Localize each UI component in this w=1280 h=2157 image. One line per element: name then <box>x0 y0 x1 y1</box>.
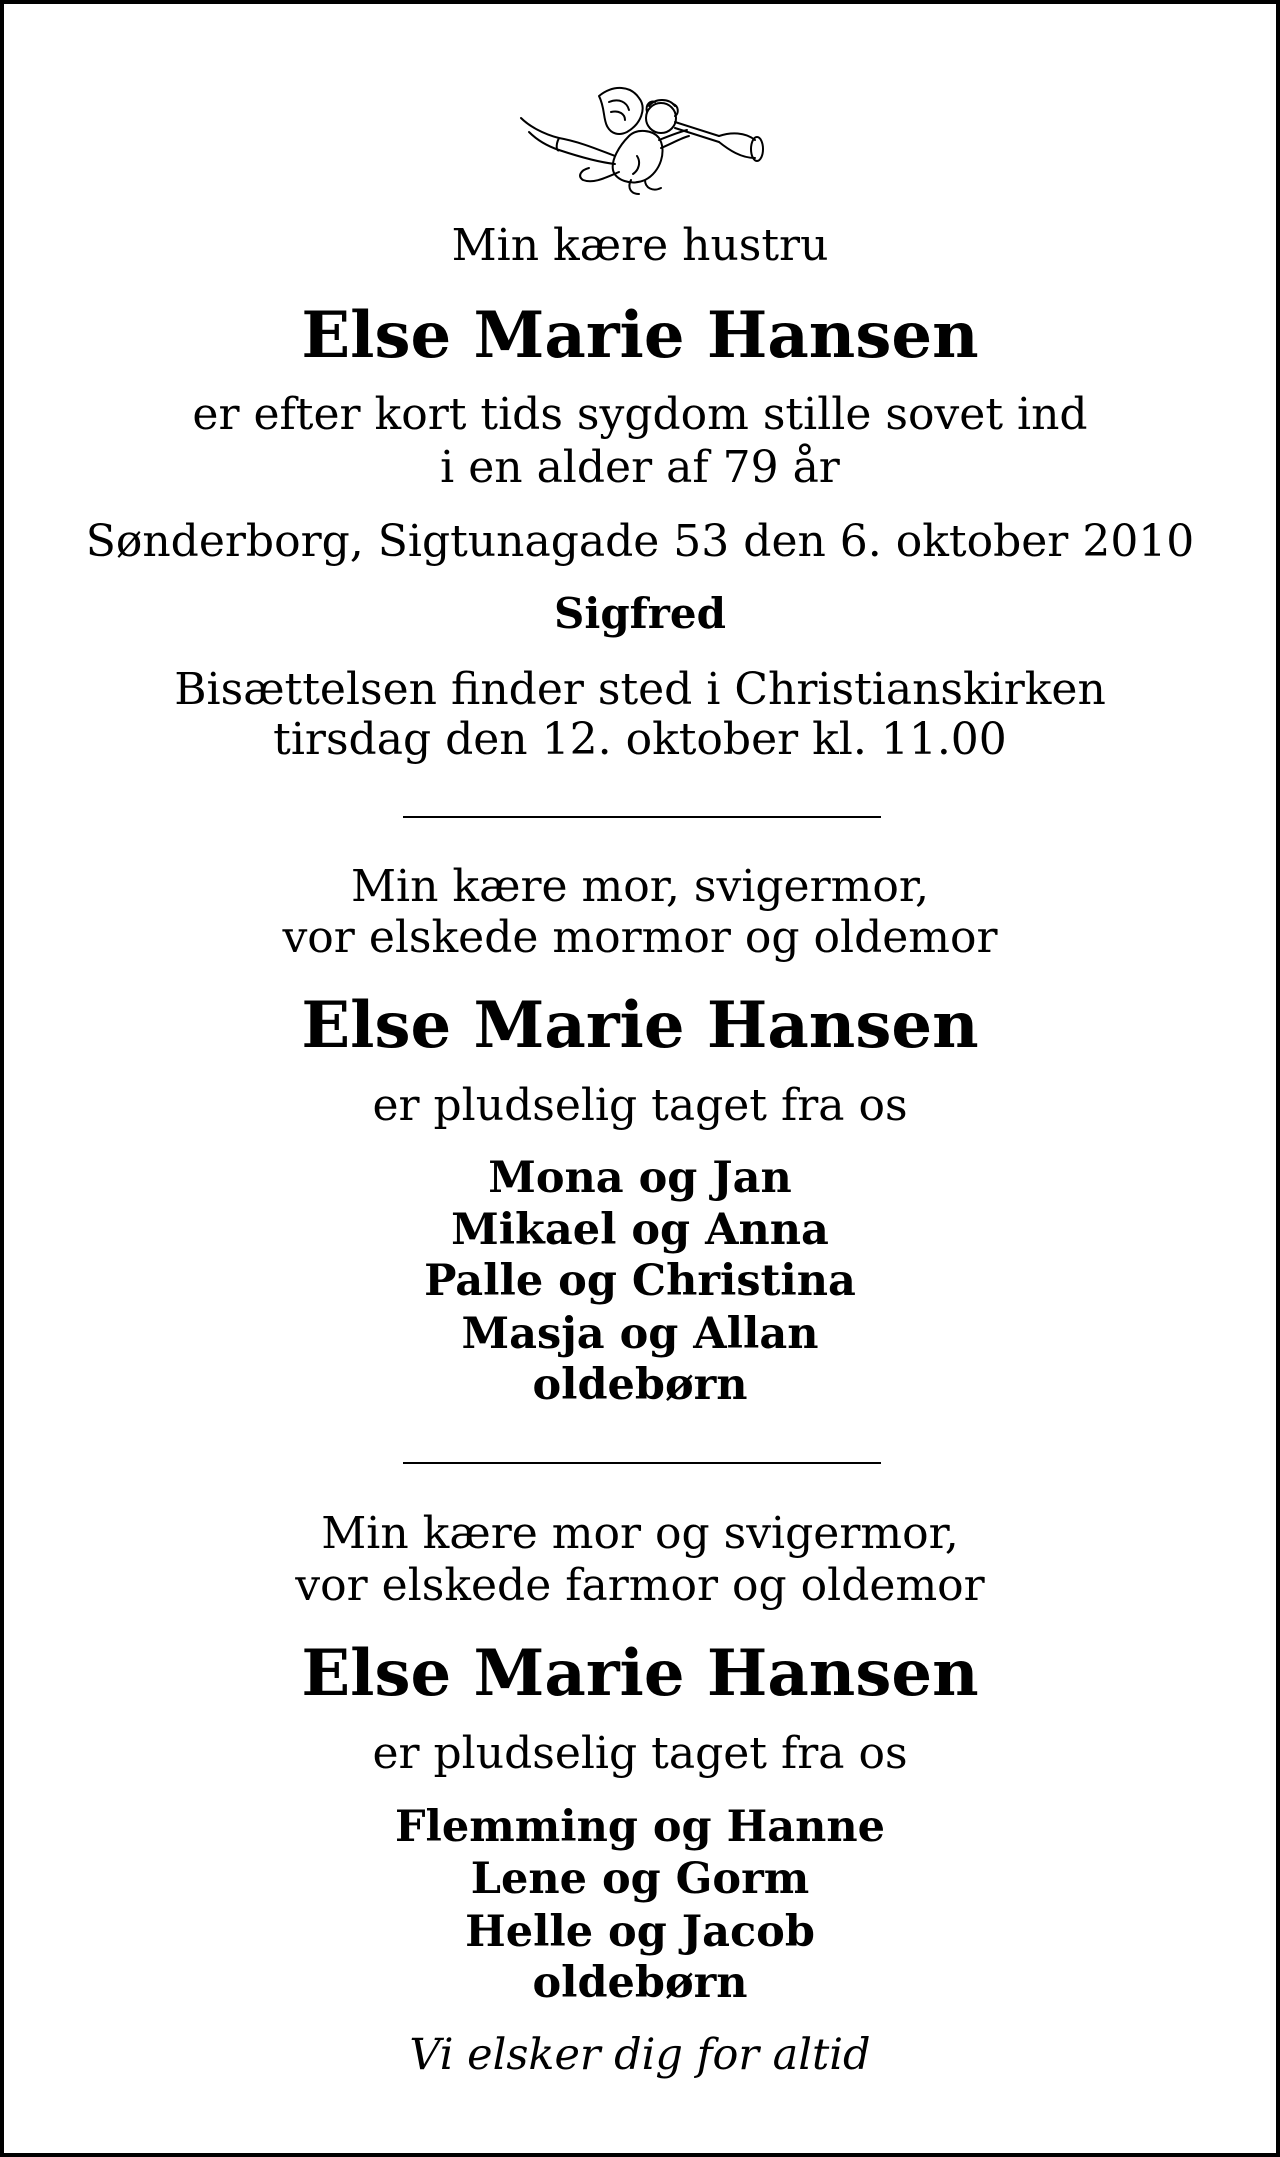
notice3-text: er pludselig taget fra os <box>372 1728 908 1779</box>
notice2-text: er pludselig taget fra os <box>372 1080 908 1131</box>
notice1-funeral-line1: Bisættelsen finder sted i Christianskirken <box>174 664 1106 715</box>
notice2-signature-5: oldebørn <box>532 1360 748 1410</box>
notice1-signature: Sigfred <box>554 589 726 638</box>
notice1-place-date: Sønderborg, Sigtunagade 53 den 6. oktober 2010 <box>85 516 1195 567</box>
notice3-signature-1: Flemming og Hanne <box>395 1802 885 1852</box>
notice2-signature-1: Mona og Jan <box>488 1153 792 1203</box>
angel-trumpet-icon <box>519 76 769 201</box>
notice1-text-line1: er efter kort tids sygdom stille sovet ind <box>192 389 1088 440</box>
notice1-deceased-name: Else Marie Hansen <box>301 298 979 373</box>
notice3-deceased-name: Else Marie Hansen <box>301 1636 979 1711</box>
notice3-intro-line1: Min kære mor og svigermor, <box>321 1508 959 1559</box>
notice2-intro-line1: Min kære mor, svigermor, <box>350 861 930 912</box>
notice3-signature-2: Lene og Gorm <box>470 1854 810 1904</box>
notice2-signature-2: Mikael og Anna <box>451 1205 829 1255</box>
notice2-intro-line2: vor elskede mormor og oldemor <box>282 912 998 963</box>
notice3-closing: Vi elsker dig for altid <box>409 2030 871 2080</box>
notice1-intro: Min kære hustru <box>451 220 829 271</box>
notice2-signature-4: Masja og Allan <box>461 1309 819 1359</box>
notice3-signature-3: Helle og Jacob <box>465 1907 815 1957</box>
notice1-text-line2: i en alder af 79 år <box>440 442 840 493</box>
divider-1 <box>403 816 881 818</box>
divider-2 <box>403 1462 881 1464</box>
notice3-intro-line2: vor elskede farmor og oldemor <box>295 1560 985 1611</box>
notice2-deceased-name: Else Marie Hansen <box>301 988 979 1063</box>
notice2-signature-3: Palle og Christina <box>424 1256 856 1306</box>
notice1-funeral-line2: tirsdag den 12. oktober kl. 11.00 <box>273 714 1007 765</box>
notice3-signature-4: oldebørn <box>532 1958 748 2008</box>
